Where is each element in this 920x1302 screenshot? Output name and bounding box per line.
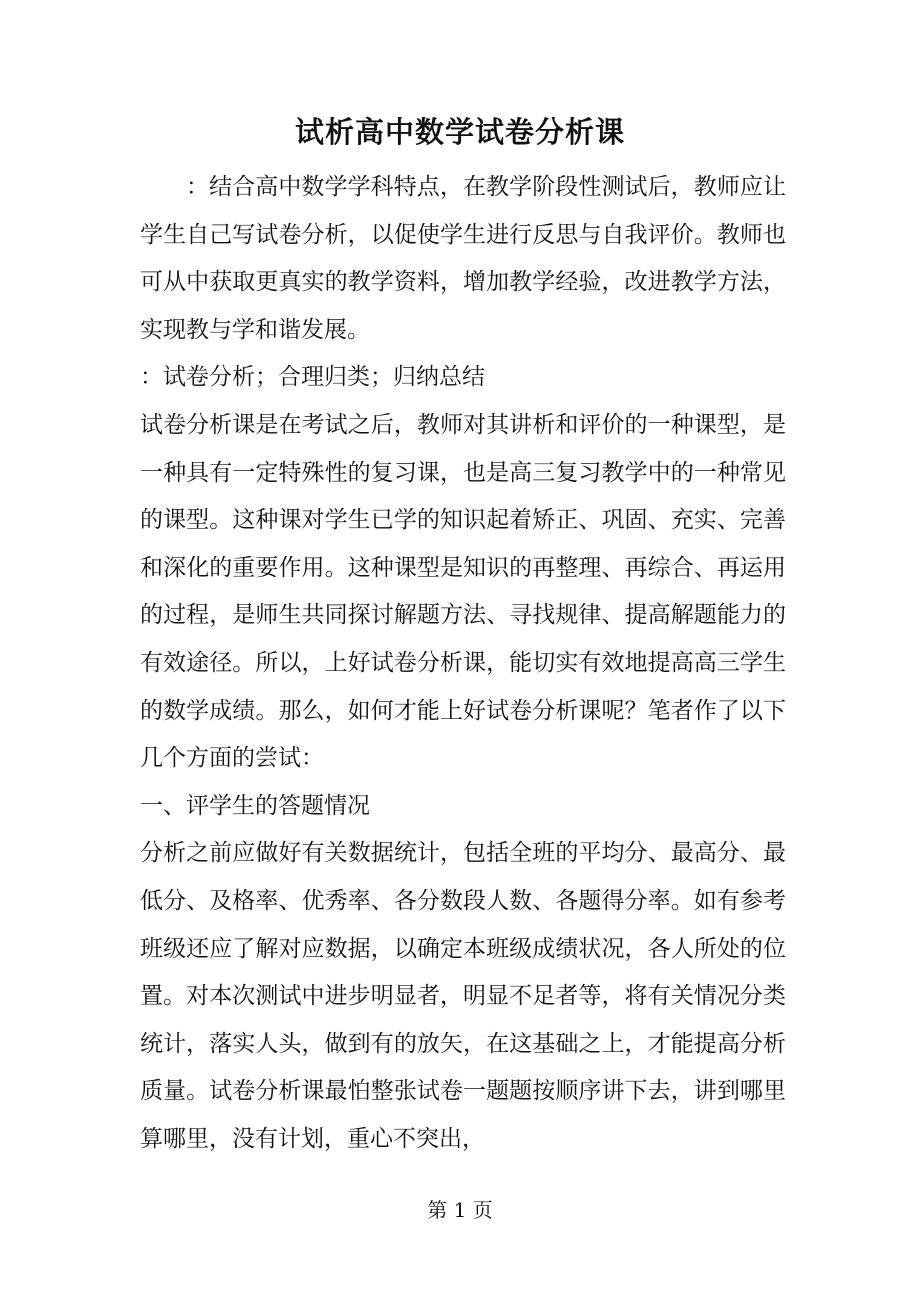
section-paragraph: 分析之前应做好有关数据统计，包括全班的平均分、最高分、最低分、及格率、优秀率、各分数段人数、各题得分率。如有参考班级还应了解对应数据，以确定本班级成绩状况，各人所处的位置。对本次测试中进步明显者，明显不足者等，将有关情况分类统计，落实人头，做到有的放矢，在这基础之上，才能提高分析质量。试卷分析课最怕整张试卷一题题按顺序讲下去，讲到哪里算哪里，没有计划，重心不突出， — [140, 840, 786, 1152]
section-heading: 一、评学生的答题情况 — [140, 792, 370, 819]
document-title: 试析高中数学试卷分析课 — [294, 115, 625, 149]
keywords-paragraph: ：试卷分析；合理归类；归纳总结 — [140, 364, 485, 391]
page-number: 第 1 页 — [427, 1198, 493, 1222]
intro-paragraph: 试卷分析课是在考试之后，教师对其讲析和评价的一种课型，是一种具有一定特殊性的复习课，也是高三复习教学中的一种常见的课型。这种课对学生已学的知识起着矫正、巩固、充实、完善和深化的重要作用。这种课型是知识的再整理、再综合、再运用的过程，是师生共同探讨解题方法、寻找规律、提高解题能力的有效途径。所以，上好试卷分析课，能切实有效地提高高三学生的数学成绩。那么，如何才能上好试卷分析课呢？笔者作了以下几个方面的尝试： — [140, 411, 786, 772]
document-body — [140, 164, 786, 1163]
abstract-paragraph: ：结合高中数学学科特点，在教学阶段性测试后，教师应让学生自己写试卷分析，以促使学生进行反思与自我评价。教师也可从中获取更真实的教学资料，增加教学经验，改进教学方法，实现教与学和谐发展。 — [140, 174, 786, 343]
